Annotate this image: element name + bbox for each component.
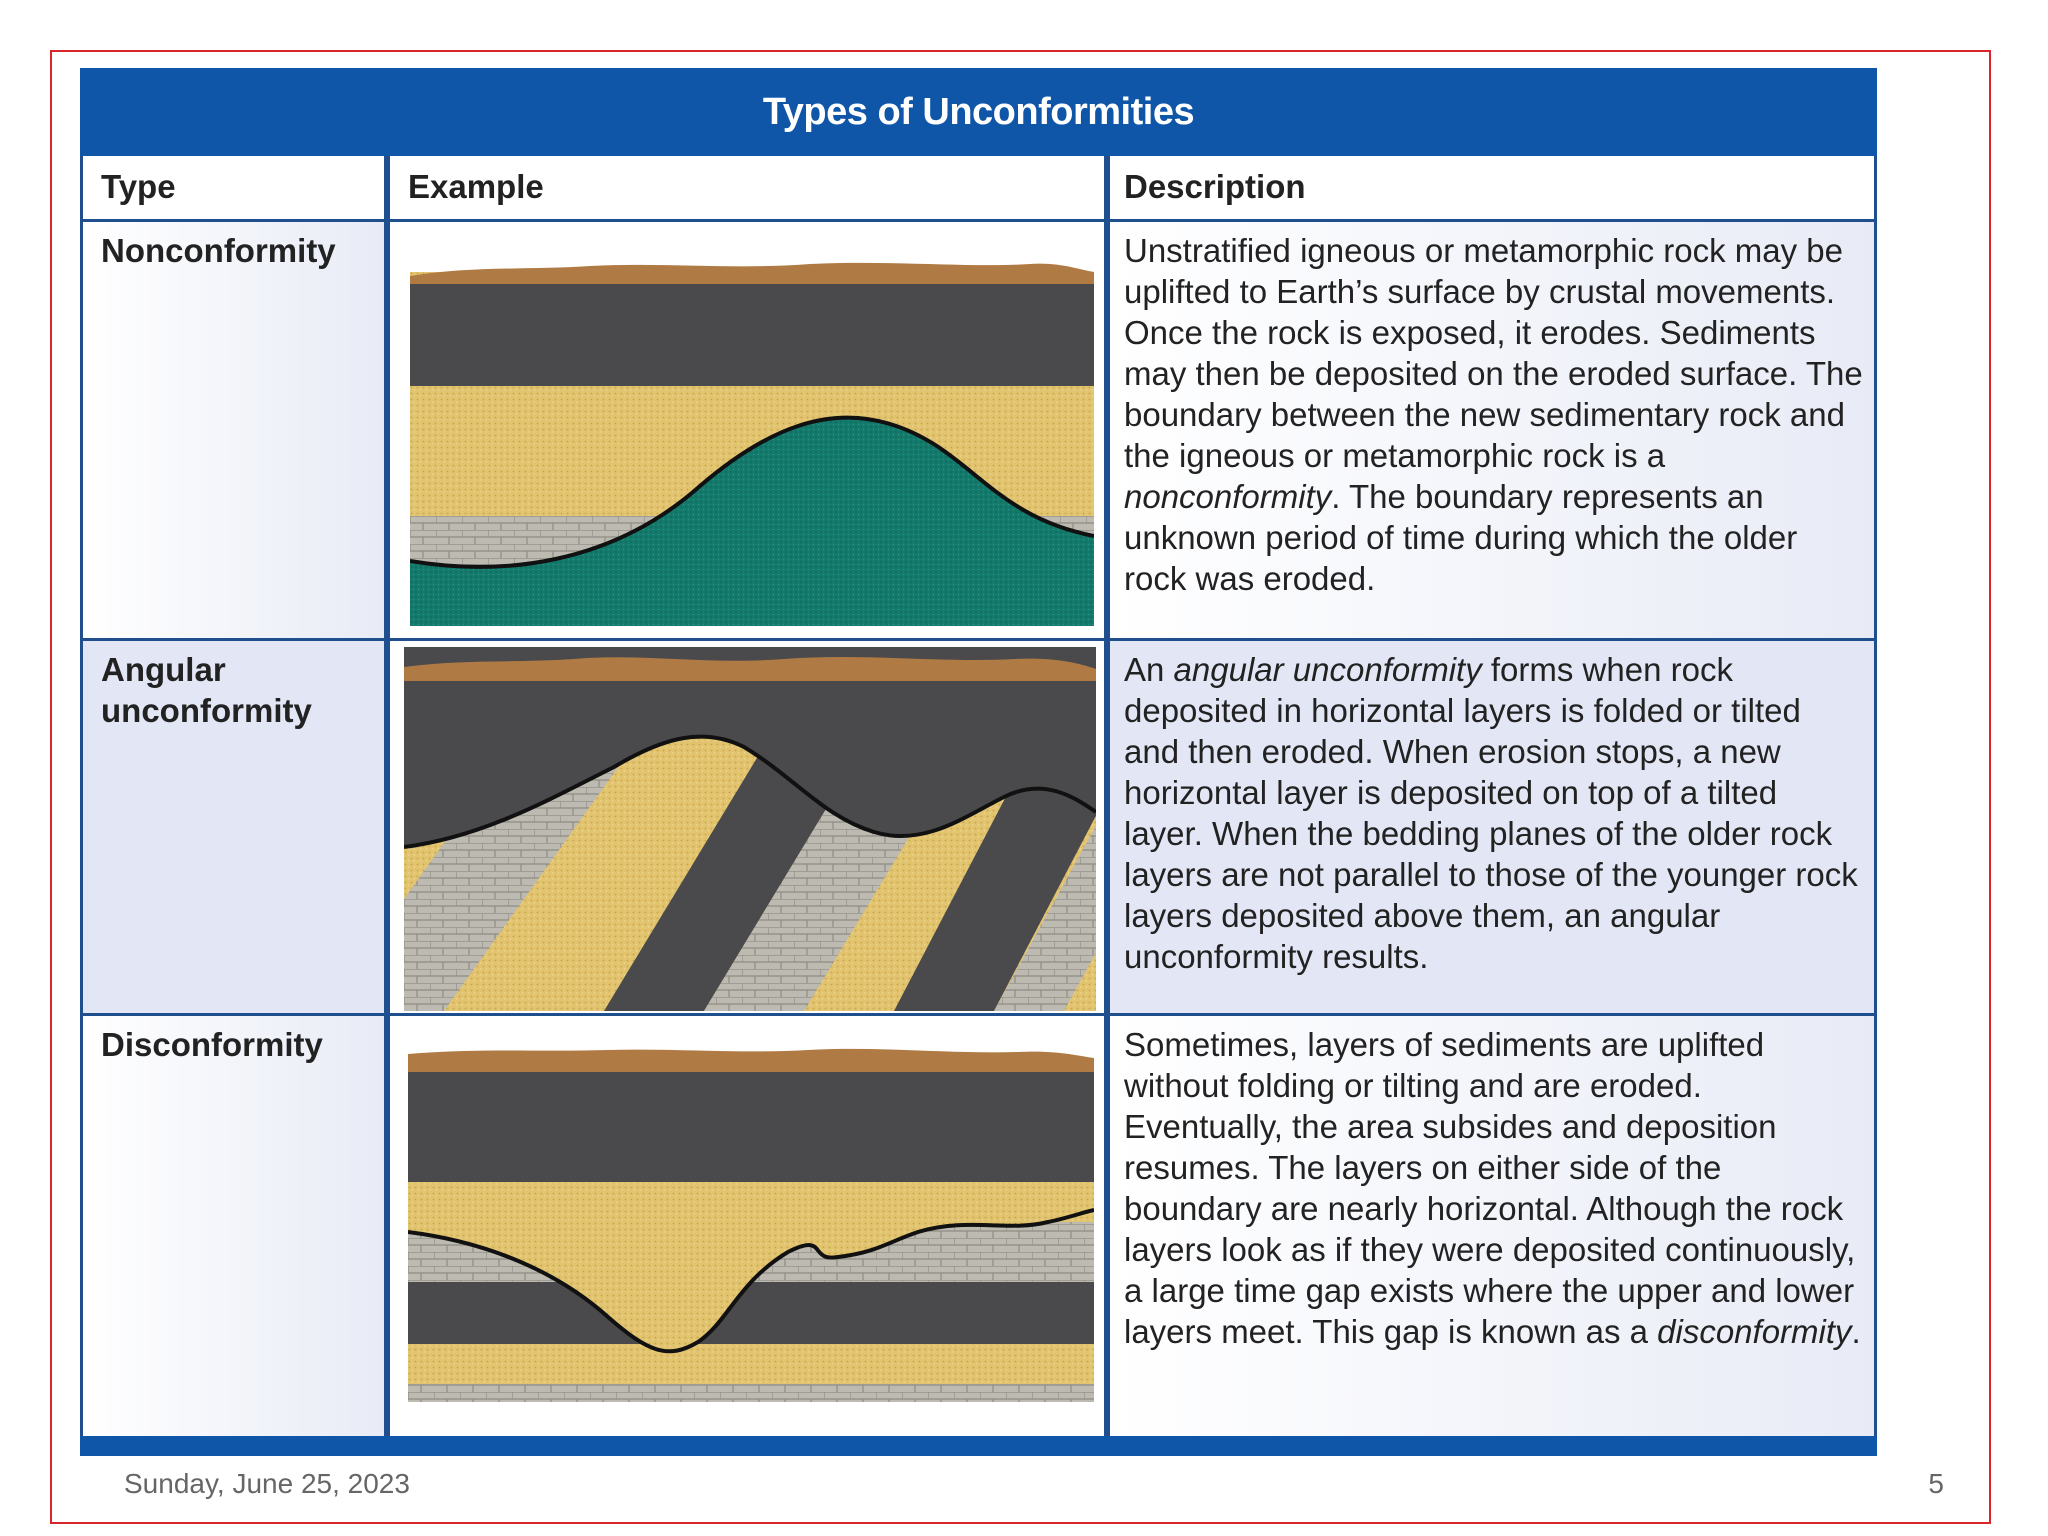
table-row [83, 222, 1874, 641]
table-row [83, 641, 1874, 1016]
disconformity-illustration [408, 1042, 1094, 1402]
slide-page-number: 5 [1928, 1468, 1944, 1499]
example-cell [390, 641, 1110, 1013]
example-cell [390, 1016, 1110, 1436]
description-cell [1110, 222, 1874, 638]
description-text: Sometimes, layers of sediments are uplifted without folding or tilting and are eroded. Eventually, the area subsides and deposition resumes. The layers on either side of the boundary are nearly horizontal. Although the rock layers look as if they were deposited continuously, a large time gap exists where the upper and lower layers meet. This gap is known as a disconformity. [1124, 1026, 1861, 1350]
table-grid [80, 156, 1877, 1436]
header-example: Example [390, 156, 1110, 219]
type-cell: Angular unconformity [83, 641, 390, 1013]
table-bottom-bar [80, 1436, 1877, 1456]
nonconformity-illustration [410, 236, 1094, 626]
slide-date: Sunday, June 25, 2023 [124, 1468, 410, 1499]
unconformities-table [80, 68, 1877, 1456]
type-cell: Disconformity [83, 1016, 390, 1436]
example-cell [390, 222, 1110, 638]
description-text: Unstratified igneous or metamorphic rock may be uplifted to Earth’s surface by crustal movements. Once the rock is exposed, it erodes. Sediments may then be deposited on the eroded surface. The boundary between the new sedimentary rock and the igneous or metamorphic rock is a nonconformity. The boundary represents an unknown period of time during which the older rock was eroded. [1124, 232, 1863, 597]
description-text: An angular unconformity forms when rock deposited in horizontal layers is folded or tilted and then eroded. When erosion stops, a new horizontal layer is deposited on top of a tilted layer. When the bedding planes of the older rock layers are not parallel to those of the younger rock layers deposited above them, an angular unconformity results. [1124, 651, 1858, 975]
type-cell: Nonconformity [83, 222, 390, 638]
description-cell [1110, 641, 1874, 1013]
description-cell [1110, 1016, 1874, 1436]
table-title: Types of Unconformities [80, 68, 1877, 156]
header-description: Description [1124, 168, 1306, 205]
table-row [83, 1016, 1874, 1436]
angular-unconformity-illustration [404, 647, 1096, 1011]
header-type: Type [83, 156, 390, 219]
table-header-row [83, 156, 1874, 222]
